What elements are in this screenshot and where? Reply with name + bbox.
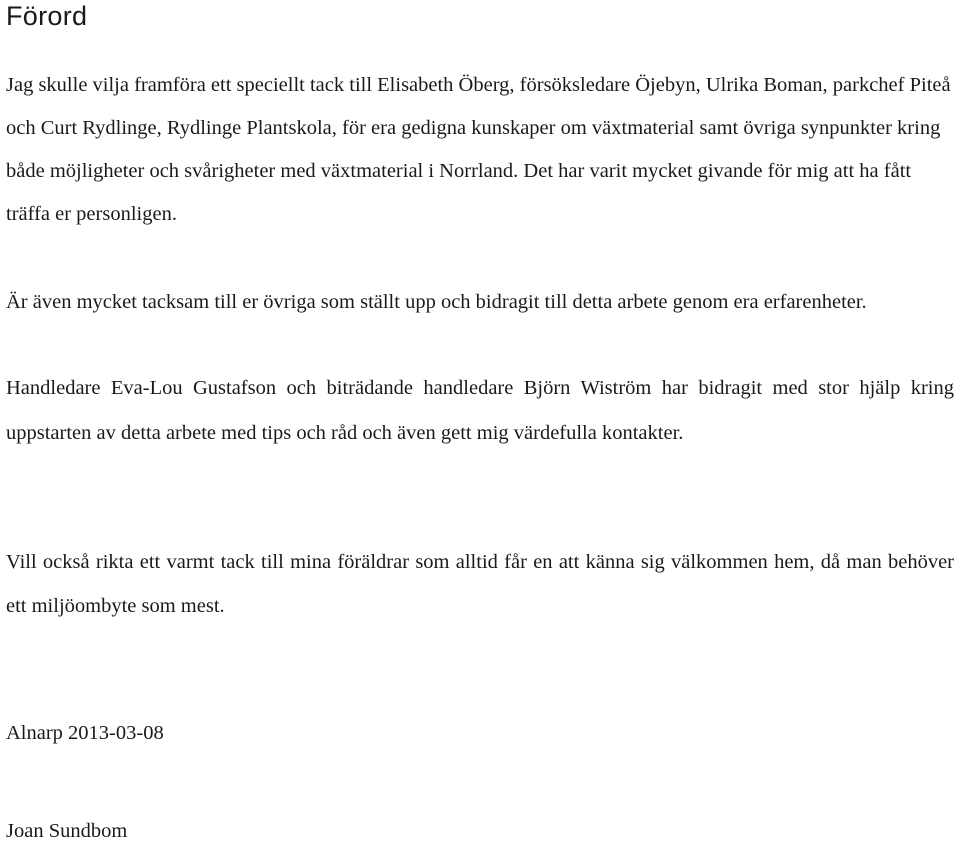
paragraph-acknowledgement-others: Är även mycket tacksam till er övriga som ställt upp och bidragit till detta arbete genom era erfarenheter. (6, 291, 867, 313)
page-title: Förord (6, 1, 88, 31)
paragraph-acknowledgement-parents: Vill också rikta ett varmt tack till mina föräldrar som alltid får en att känna sig välkommen hem, då man behöver ett miljöombyte som mest. (6, 551, 954, 617)
author-signature: Joan Sundbom (6, 820, 128, 842)
paragraph-acknowledgement-advisors: Jag skulle vilja framföra ett speciellt tack till Elisabeth Öberg, försöksledare Öjebyn, Ulrika Boman, parkchef Piteå och Curt Rydlinge, Rydlinge Plantskola, för era gedigna kunskaper om växtmaterial samt övriga synpunkter kring både möjligheter och svårigheter med växtmaterial i Norrland. Det har varit mycket givande för mig att ha fått träffa er personligen. (6, 74, 951, 225)
place-date: Alnarp 2013-03-08 (6, 722, 164, 744)
paragraph-acknowledgement-supervisors: Handledare Eva-Lou Gustafson och biträdande handledare Björn Wiström har bidragit med stor hjälp kring uppstarten av detta arbete med tips och råd och även gett mig värdefulla kontakter. (6, 377, 954, 444)
